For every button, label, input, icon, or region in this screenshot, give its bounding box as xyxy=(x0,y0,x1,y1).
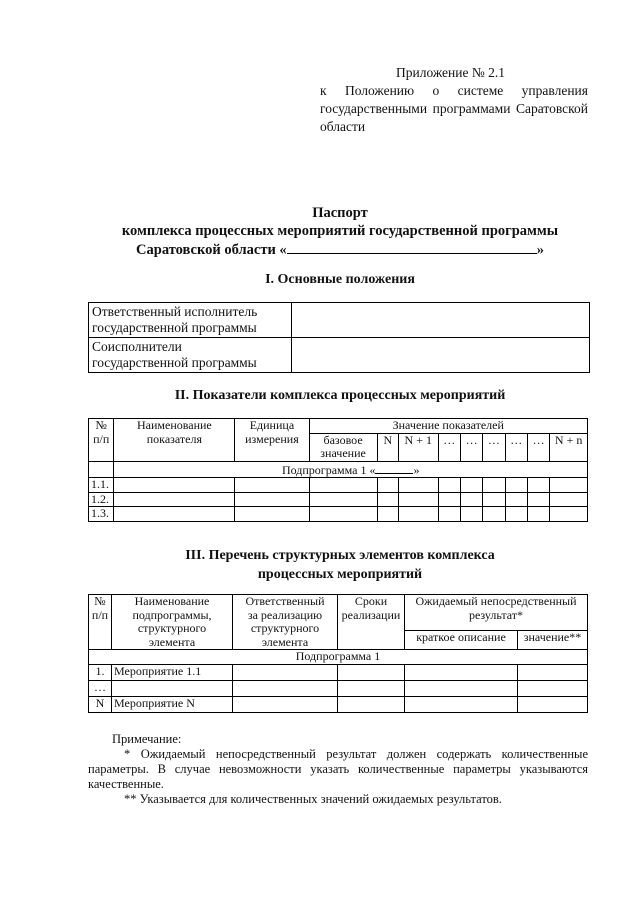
header-result: Ожидаемый непосредственный результат* xyxy=(405,595,588,631)
table-row: 1. Мероприятие 1.1 xyxy=(89,664,588,680)
table-row xyxy=(89,338,590,373)
header-base: базовое значение xyxy=(309,433,377,461)
subprogram-name-blank xyxy=(375,462,413,474)
title-line-1: Паспорт xyxy=(312,205,368,221)
main-provisions-table xyxy=(88,302,590,373)
table-row: 1.2. xyxy=(89,492,588,507)
title-suffix: » xyxy=(536,242,544,258)
header-col-ellipsis: … xyxy=(527,433,549,461)
header-col-nn: N + n xyxy=(550,433,588,461)
header-col-n1: N + 1 xyxy=(398,433,438,461)
header-col-ellipsis: … xyxy=(460,433,482,461)
annex-line-2: к Положению о системе управления xyxy=(320,83,588,98)
header-short-desc: краткое описание xyxy=(405,631,518,650)
header-num: № п/п xyxy=(89,595,112,650)
header-name: Наименование подпрограммы, структурного элемента xyxy=(112,595,233,650)
title-line-3 xyxy=(60,240,620,259)
header-value: значение** xyxy=(518,631,588,650)
title-line-2: комплекса процессных мероприятий государственной программы xyxy=(121,223,559,239)
header-name: Наименование показателя xyxy=(114,419,235,462)
note-paragraph-2: ** Указывается для количественных значений ожидаемых результатов. xyxy=(124,792,502,806)
annex-line-1: Приложение № 2.1 xyxy=(396,65,505,80)
section-2-heading: II. Показатели комплекса процессных мероприятий xyxy=(174,388,506,403)
header-unit: Единица измерения xyxy=(235,419,309,462)
row-value xyxy=(292,303,590,338)
structural-elements-table xyxy=(88,594,588,713)
annex-block xyxy=(320,64,588,136)
subprogram-row: Подпрограмма 1 xyxy=(89,650,588,665)
row-label: Соисполнители государственной программы xyxy=(89,338,292,373)
note-paragraph-1: * Ожидаемый непосредственный результат должен содержать количественные параметры. В случае невозможности указать количественные параметры указываются качественные. xyxy=(88,747,588,791)
table-row: 1.3. xyxy=(89,507,588,522)
section-1-heading: I. Основные положения xyxy=(265,272,415,287)
indicators-table xyxy=(88,418,588,522)
header-col-n: N xyxy=(377,433,398,461)
header-col-ellipsis: … xyxy=(438,433,460,461)
header-num: № п/п xyxy=(89,419,114,462)
annex-line-4: области xyxy=(320,119,366,134)
header-responsible: Ответственный за реализацию структурного элемента xyxy=(233,595,338,650)
table-row: … xyxy=(89,680,588,696)
document-title xyxy=(60,204,620,259)
table-row: N Мероприятие N xyxy=(89,696,588,712)
header-values: Значение показателей xyxy=(309,419,587,434)
section-3-heading: III. Перечень структурных элементов комплекса процессных мероприятий xyxy=(185,548,495,582)
table-row xyxy=(89,303,590,338)
note-block xyxy=(88,732,588,807)
subprogram-row: Подпрограмма 1 « » xyxy=(114,461,588,478)
header-terms: Сроки реализации xyxy=(338,595,405,650)
header-col-ellipsis: … xyxy=(483,433,505,461)
program-name-blank xyxy=(287,240,537,254)
table-row: 1.1. xyxy=(89,478,588,493)
header-col-ellipsis: … xyxy=(505,433,527,461)
row-value xyxy=(292,338,590,373)
annex-line-3: государственными программами Саратовской xyxy=(320,101,588,116)
row-label: Ответственный исполнитель государственной программы xyxy=(89,303,292,338)
title-prefix: Саратовской области « xyxy=(136,242,287,258)
note-heading: Примечание: xyxy=(112,732,182,746)
